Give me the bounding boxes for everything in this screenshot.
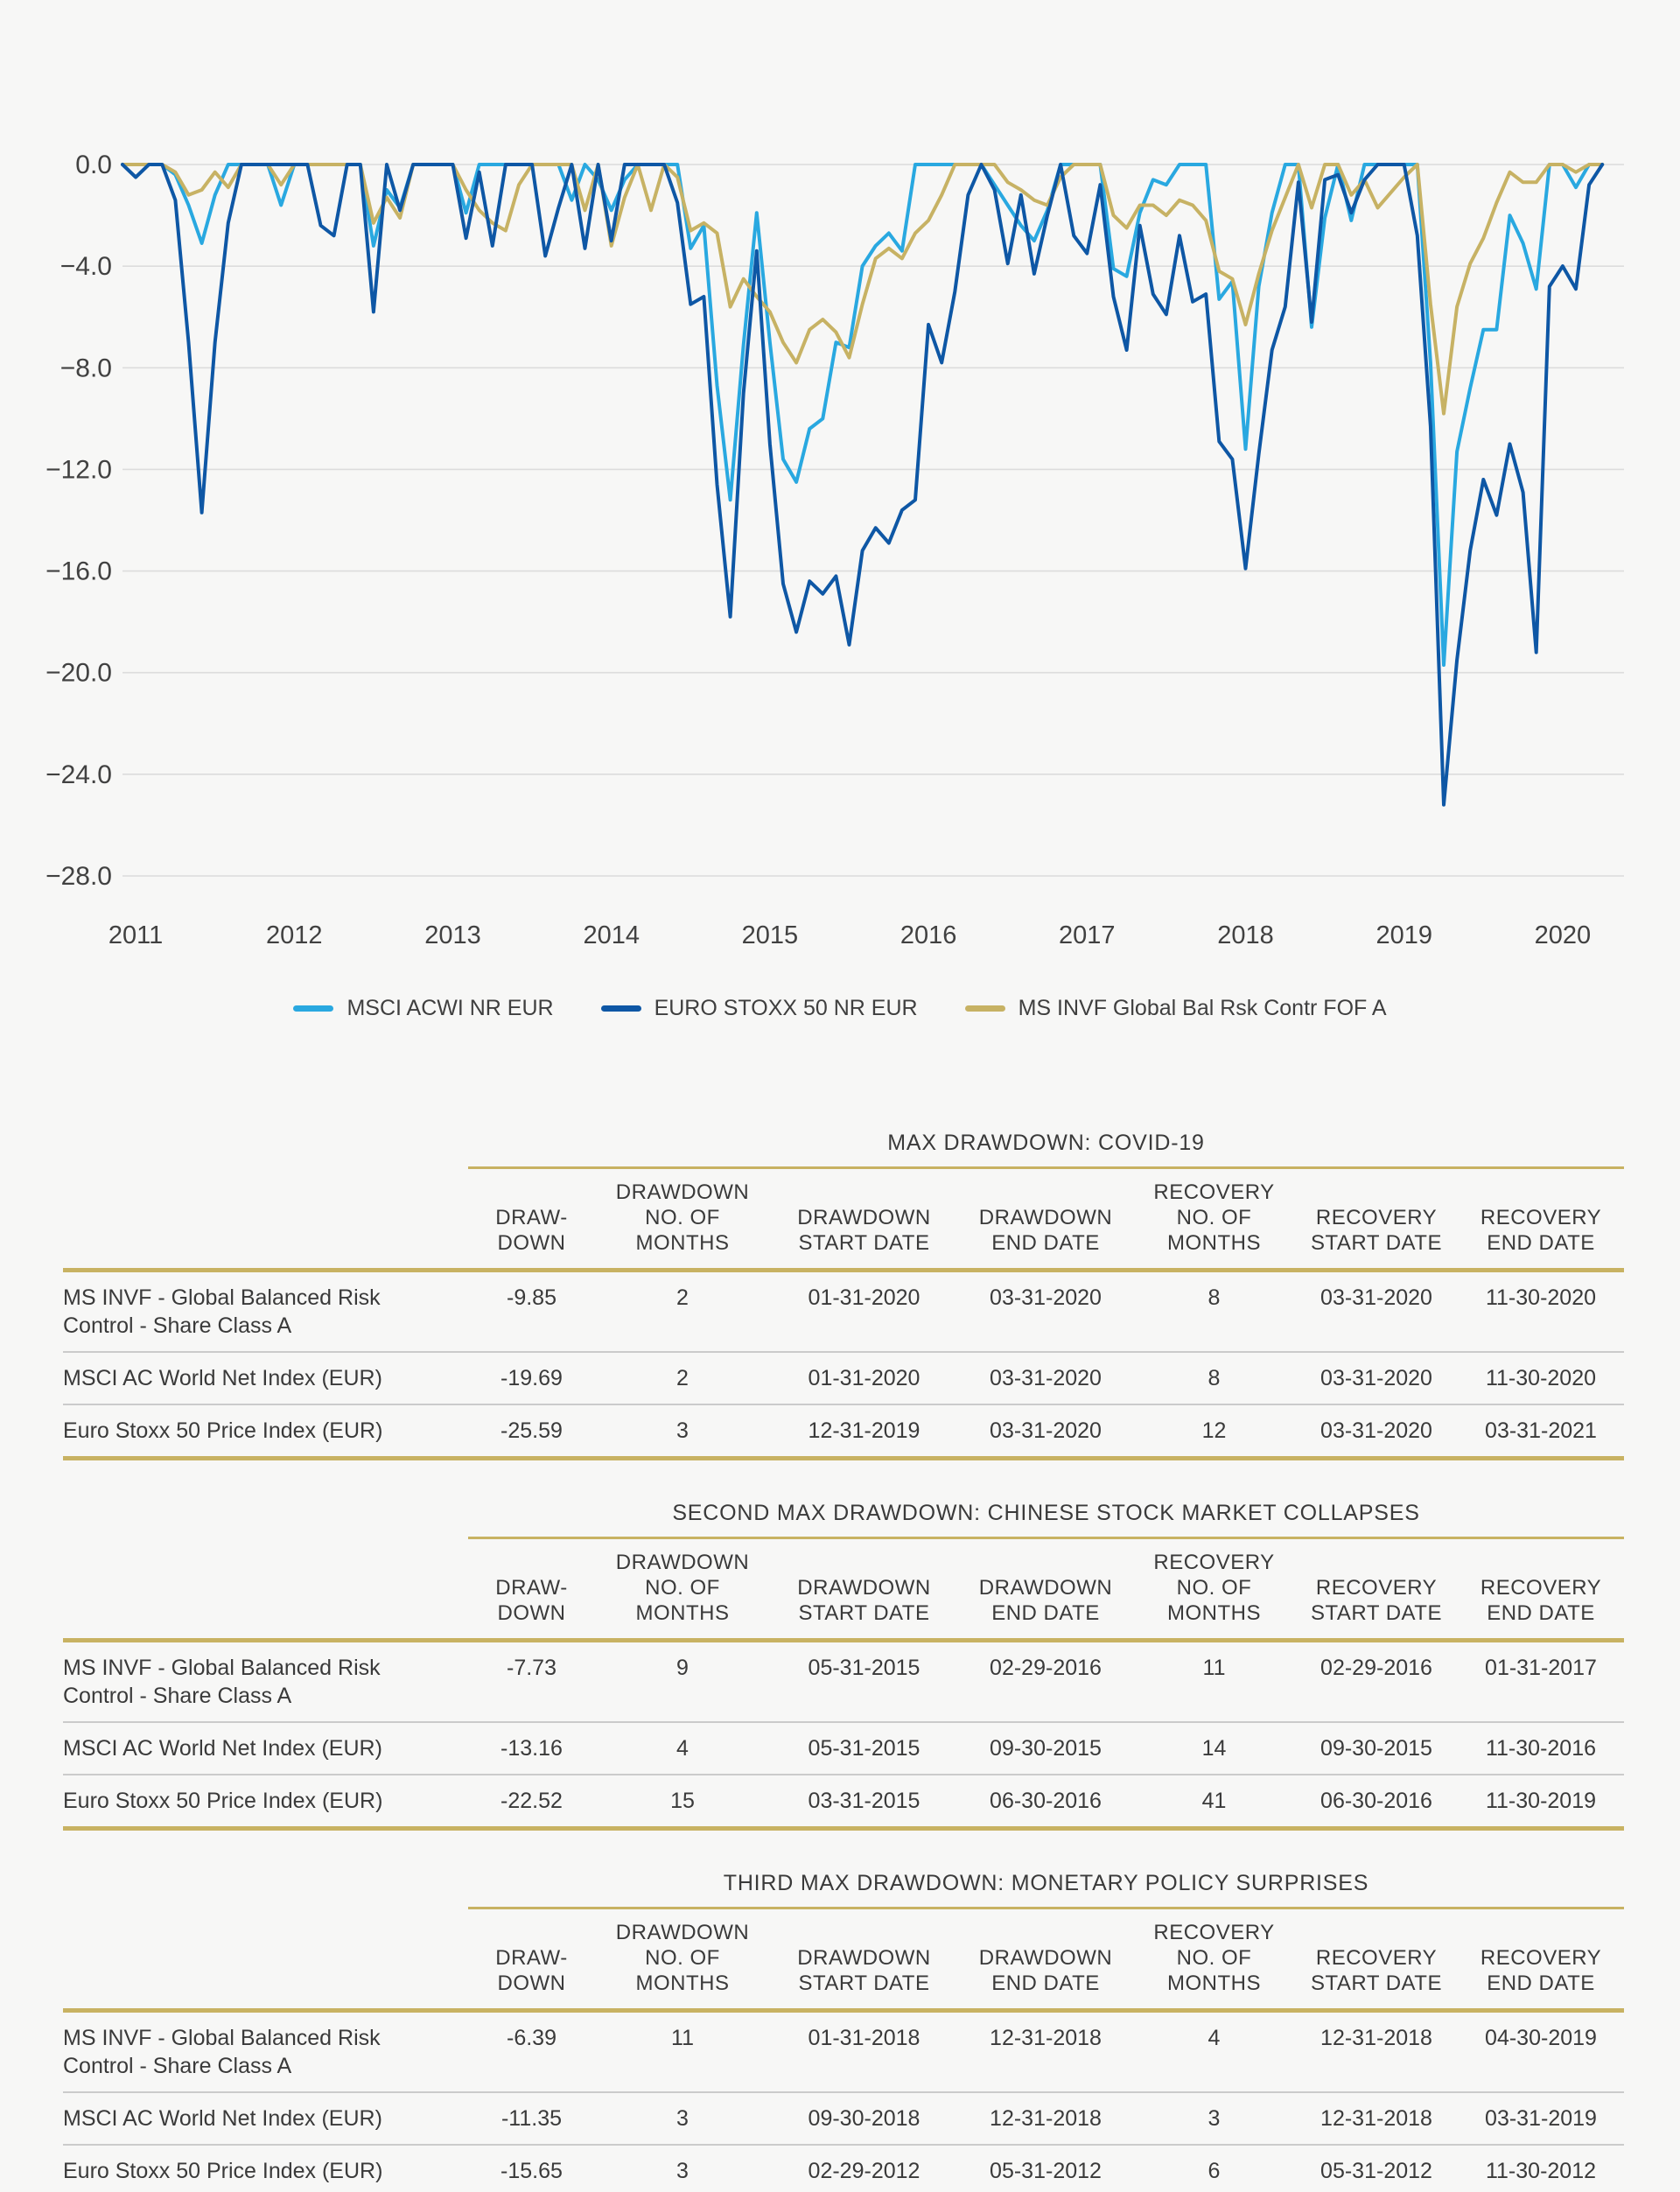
legend-label-euro-stoxx: EURO STOXX 50 NR EUR — [654, 996, 918, 1020]
cell-value: -6.39 — [507, 2026, 556, 2050]
header-cell — [770, 1945, 958, 1996]
x-tick-label: 2018 — [1217, 921, 1274, 949]
legend-swatch-euro-stoxx — [601, 1005, 641, 1012]
header-line: NO. OF — [645, 1206, 720, 1229]
row-label: Euro Stoxx 50 Price Index (EUR) — [63, 2159, 383, 2183]
cell-value: 3 — [676, 2159, 689, 2183]
header-line: START DATE — [798, 1231, 930, 1255]
header-cell — [1133, 1550, 1295, 1626]
cell-value: 04-30-2019 — [1485, 2026, 1597, 2050]
header-line: DOWN — [497, 1231, 566, 1255]
cell-value: 03-31-2015 — [808, 1789, 920, 1813]
table-header — [63, 1909, 1624, 2008]
table-row — [63, 1721, 1624, 1774]
cell-value: 8 — [1208, 1366, 1221, 1390]
cell-value: -19.69 — [500, 1366, 563, 1390]
cell-value: 4 — [676, 1736, 689, 1761]
cell-value: -22.52 — [500, 1789, 563, 1813]
row-label: MS INVF - Global Balanced Risk Control - Share Class A — [63, 2026, 381, 2078]
cell-value: 05-31-2015 — [808, 1736, 920, 1761]
header-line: NO. OF — [645, 1946, 720, 1970]
cell-value: 9 — [676, 1656, 689, 1680]
header-line: NO. OF — [1176, 1946, 1252, 1970]
header-line: DRAWDOWN — [615, 1180, 750, 1204]
header-line: RECOVERY — [1315, 1206, 1438, 1229]
header-line: DRAWDOWN — [797, 1206, 931, 1229]
table-bottom-rule — [63, 1456, 1624, 1460]
cell-value: 3 — [676, 1418, 689, 1443]
cell-value: 03-31-2020 — [1320, 1418, 1432, 1443]
cell-value: 11 — [1202, 1656, 1226, 1680]
cell-value: 14 — [1201, 1736, 1227, 1761]
header-line: END DATE — [991, 1971, 1100, 1995]
header-cell — [468, 1575, 595, 1626]
table-bottom-rule — [63, 1826, 1624, 1831]
header-line: MONTHS — [1167, 1601, 1261, 1625]
cell-value: -7.73 — [507, 1656, 556, 1680]
table-max-drawdown-covid19 — [63, 1131, 1624, 1460]
table-title: THIRD MAX DRAWDOWN: MONETARY POLICY SURPRISES — [723, 1871, 1369, 1895]
x-tick-label: 2011 — [108, 921, 164, 949]
table-title: MAX DRAWDOWN: COVID-19 — [887, 1131, 1205, 1155]
header-line: DOWN — [497, 1971, 566, 1995]
drawdown-chart — [0, 0, 1680, 963]
row-label: Euro Stoxx 50 Price Index (EUR) — [63, 1418, 383, 1443]
x-tick-label: 2012 — [266, 921, 323, 949]
header-line: START DATE — [1311, 1971, 1442, 1995]
legend-label-ms-invf: MS INVF Global Bal Rsk Contr FOF A — [1018, 996, 1387, 1020]
header-line: START DATE — [798, 1971, 930, 1995]
cell-value: 03-31-2020 — [1320, 1366, 1432, 1390]
cell-value: 01-31-2017 — [1485, 1656, 1597, 1680]
cell-value: 4 — [1208, 2026, 1221, 2050]
cell-value: 3 — [1208, 2106, 1221, 2131]
header-cell — [1458, 1205, 1624, 1256]
cell-value: 11-30-2016 — [1485, 1736, 1597, 1761]
chart-legend — [0, 996, 1680, 1021]
legend-item-msci-acwi — [293, 996, 553, 1021]
header-line: RECOVERY — [1315, 1576, 1438, 1600]
header-cell — [1295, 1945, 1458, 1996]
header-line: DRAWDOWN — [615, 1921, 750, 1944]
table-row — [63, 1642, 1624, 1721]
cell-value: 41 — [1201, 1789, 1227, 1813]
cell-value: 02-29-2016 — [1320, 1656, 1432, 1680]
cell-value: 12-31-2018 — [990, 2026, 1102, 2050]
y-tick-label: −12.0 — [46, 455, 112, 485]
cell-value: 06-30-2016 — [990, 1789, 1102, 1813]
cell-value: 05-31-2012 — [1320, 2159, 1432, 2183]
row-label: MSCI AC World Net Index (EUR) — [63, 1736, 382, 1761]
series-line-2 — [122, 165, 1602, 414]
table-header — [63, 1539, 1624, 1638]
x-tick-label: 2020 — [1534, 921, 1592, 949]
table-row — [63, 1351, 1624, 1404]
cell-value: 2 — [676, 1366, 689, 1390]
cell-value: 03-31-2020 — [990, 1285, 1102, 1310]
table-body — [63, 1272, 1624, 1456]
series-line-1 — [122, 165, 1602, 805]
header-cell — [595, 1180, 770, 1256]
y-axis-labels — [46, 151, 112, 891]
y-tick-label: −16.0 — [46, 557, 112, 586]
y-tick-label: −8.0 — [60, 354, 112, 383]
row-label: MS INVF - Global Balanced Risk Control - Share Class A — [63, 1656, 381, 1708]
header-line: RECOVERY — [1153, 1551, 1275, 1574]
cell-value: 09-30-2018 — [808, 2106, 920, 2131]
header-cell — [1133, 1920, 1295, 1996]
x-tick-label: 2015 — [741, 921, 799, 949]
cell-value: 8 — [1208, 1285, 1221, 1310]
table-row — [63, 2091, 1624, 2144]
header-cell — [468, 1945, 595, 1996]
x-tick-label: 2017 — [1059, 921, 1116, 949]
header-line: RECOVERY — [1315, 1946, 1438, 1970]
header-cell — [595, 1920, 770, 1996]
cell-value: 03-31-2020 — [990, 1418, 1102, 1443]
header-cell — [1133, 1180, 1295, 1256]
header-line: DRAW- — [495, 1946, 568, 1970]
table-second-max-drawdown-china — [63, 1501, 1624, 1831]
table-body — [63, 1642, 1624, 1826]
cell-value: 11-30-2020 — [1485, 1285, 1597, 1310]
x-tick-label: 2013 — [424, 921, 481, 949]
cell-value: -9.85 — [507, 1285, 556, 1310]
table-third-max-drawdown-monetary — [63, 1871, 1624, 2192]
legend-label-msci-acwi: MSCI ACWI NR EUR — [346, 996, 554, 1020]
cell-value: 03-31-2020 — [1320, 1285, 1432, 1310]
header-cell — [958, 1575, 1133, 1626]
x-axis-labels — [108, 921, 1591, 949]
cell-value: 06-30-2016 — [1320, 1789, 1432, 1813]
cell-value: 11-30-2019 — [1485, 1789, 1597, 1813]
header-line: DRAWDOWN — [797, 1576, 931, 1600]
header-line: MONTHS — [635, 1971, 730, 1995]
header-line: DRAW- — [495, 1576, 568, 1600]
header-line: DRAWDOWN — [615, 1551, 750, 1574]
header-line: MONTHS — [635, 1231, 730, 1255]
header-line: END DATE — [991, 1231, 1100, 1255]
legend-item-euro-stoxx — [601, 996, 918, 1021]
table-body — [63, 2013, 1624, 2192]
row-label: MSCI AC World Net Index (EUR) — [63, 1366, 382, 1390]
header-line: RECOVERY — [1480, 1576, 1602, 1600]
cell-value: -15.65 — [500, 2159, 563, 2183]
header-line: MONTHS — [635, 1601, 730, 1625]
cell-value: 09-30-2015 — [990, 1736, 1102, 1761]
cell-value: -11.35 — [500, 2106, 563, 2131]
header-line: END DATE — [1487, 1231, 1595, 1255]
header-line: NO. OF — [1176, 1576, 1252, 1600]
table-row — [63, 2013, 1624, 2091]
header-line: END DATE — [991, 1601, 1100, 1625]
legend-swatch-ms-invf — [965, 1005, 1005, 1012]
cell-value: 11 — [671, 2026, 694, 2050]
y-tick-label: −28.0 — [46, 862, 112, 891]
cell-value: 02-29-2016 — [990, 1656, 1102, 1680]
row-label: MSCI AC World Net Index (EUR) — [63, 2106, 382, 2131]
row-label: MS INVF - Global Balanced Risk Control - Share Class A — [63, 1285, 381, 1338]
x-tick-label: 2014 — [583, 921, 640, 949]
header-line: RECOVERY — [1480, 1946, 1602, 1970]
header-line: DOWN — [497, 1601, 566, 1625]
cell-value: 03-31-2020 — [990, 1366, 1102, 1390]
drawdown-tables — [63, 1131, 1624, 2192]
header-line: DRAWDOWN — [978, 1946, 1113, 1970]
header-cell — [958, 1945, 1133, 1996]
cell-value: 12 — [1201, 1418, 1227, 1443]
cell-value: 02-29-2012 — [808, 2159, 920, 2183]
y-tick-label: −24.0 — [46, 760, 112, 789]
header-line: RECOVERY — [1153, 1921, 1275, 1944]
series-line-0 — [122, 165, 1602, 665]
header-cell — [770, 1205, 958, 1256]
y-tick-label: −20.0 — [46, 658, 112, 688]
header-cell — [1295, 1205, 1458, 1256]
legend-swatch-msci-acwi — [293, 1005, 333, 1012]
x-tick-label: 2016 — [900, 921, 957, 949]
y-tick-label: 0.0 — [75, 151, 112, 179]
header-cell — [1295, 1575, 1458, 1626]
header-line: START DATE — [1311, 1231, 1442, 1255]
header-cell — [770, 1575, 958, 1626]
header-line: START DATE — [1311, 1601, 1442, 1625]
header-line: END DATE — [1487, 1971, 1595, 1995]
table-row — [63, 1272, 1624, 1351]
y-tick-label: −4.0 — [60, 252, 112, 282]
table-row — [63, 1404, 1624, 1456]
cell-value: 15 — [670, 1789, 695, 1813]
cell-value: -13.16 — [500, 1736, 563, 1761]
x-tick-label: 2019 — [1376, 921, 1432, 949]
cell-value: 12-31-2018 — [1320, 2026, 1432, 2050]
cell-value: 01-31-2020 — [808, 1285, 920, 1310]
cell-value: 12-31-2018 — [990, 2106, 1102, 2131]
cell-value: 12-31-2018 — [1320, 2106, 1432, 2131]
cell-value: 09-30-2015 — [1320, 1736, 1432, 1761]
table-header — [63, 1169, 1624, 1268]
cell-value: 11-30-2012 — [1485, 2159, 1597, 2183]
cell-value: 3 — [676, 2106, 689, 2131]
cell-value: 6 — [1208, 2159, 1221, 2183]
header-line: MONTHS — [1167, 1971, 1261, 1995]
cell-value: 01-31-2018 — [808, 2026, 920, 2050]
header-line: MONTHS — [1167, 1231, 1261, 1255]
header-line: DRAW- — [495, 1206, 568, 1229]
header-line: DRAWDOWN — [797, 1946, 931, 1970]
header-line: DRAWDOWN — [978, 1206, 1113, 1229]
cell-value: 01-31-2020 — [808, 1366, 920, 1390]
cell-value: 2 — [676, 1285, 689, 1310]
header-cell — [1458, 1575, 1624, 1626]
header-line: DRAWDOWN — [978, 1576, 1113, 1600]
cell-value: 05-31-2012 — [990, 2159, 1102, 2183]
header-cell — [468, 1205, 595, 1256]
table-row — [63, 2144, 1624, 2192]
cell-value: 12-31-2019 — [808, 1418, 920, 1443]
cell-value: 05-31-2015 — [808, 1656, 920, 1680]
table-row — [63, 1774, 1624, 1826]
header-cell — [958, 1205, 1133, 1256]
header-line: END DATE — [1487, 1601, 1595, 1625]
cell-value: 03-31-2021 — [1485, 1418, 1597, 1443]
header-cell — [1458, 1945, 1624, 1996]
header-line: RECOVERY — [1153, 1180, 1275, 1204]
table-title: SECOND MAX DRAWDOWN: CHINESE STOCK MARKET COLLAPSES — [672, 1501, 1420, 1525]
row-label: Euro Stoxx 50 Price Index (EUR) — [63, 1789, 383, 1813]
legend-item-ms-invf — [965, 996, 1387, 1021]
cell-value: -25.59 — [500, 1418, 563, 1443]
header-cell — [595, 1550, 770, 1626]
header-line: START DATE — [798, 1601, 930, 1625]
cell-value: 03-31-2019 — [1485, 2106, 1597, 2131]
cell-value: 11-30-2020 — [1485, 1366, 1597, 1390]
header-line: NO. OF — [1176, 1206, 1252, 1229]
header-line: RECOVERY — [1480, 1206, 1602, 1229]
header-line: NO. OF — [645, 1576, 720, 1600]
